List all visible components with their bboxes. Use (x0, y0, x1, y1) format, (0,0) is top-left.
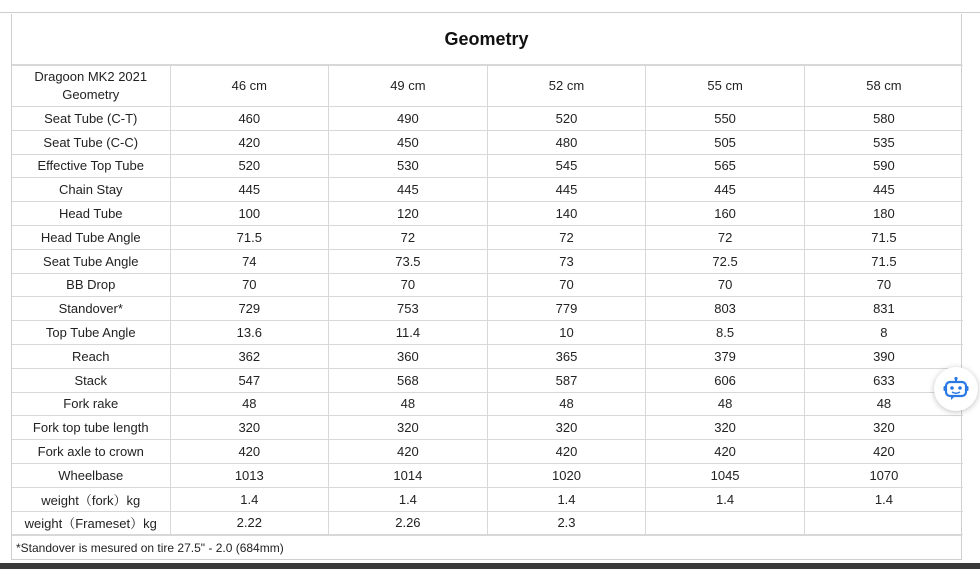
row-label: Standover* (12, 297, 170, 321)
table-cell: 74 (170, 249, 329, 273)
table-cell: 320 (329, 416, 488, 440)
table-row (12, 344, 963, 368)
table-row (12, 416, 963, 440)
row-label: Stack (12, 368, 170, 392)
table-row (12, 440, 963, 464)
table-cell: 633 (804, 368, 963, 392)
table-cell: 365 (487, 344, 646, 368)
table-cell: 445 (170, 178, 329, 202)
table-cell: 360 (329, 344, 488, 368)
table-cell: 606 (646, 368, 805, 392)
table-cell: 48 (487, 392, 646, 416)
table-cell: 460 (170, 107, 329, 131)
table-cell: 550 (646, 107, 805, 131)
table-cell: 420 (487, 440, 646, 464)
table-cell: 71.5 (170, 225, 329, 249)
table-cell: 535 (804, 130, 963, 154)
row-label: weight（Frameset）kg (12, 511, 170, 535)
table-row (12, 178, 963, 202)
table-cell: 1.4 (804, 487, 963, 511)
table-cell: 1.4 (646, 487, 805, 511)
row-label: Fork top tube length (12, 416, 170, 440)
table-cell: 320 (804, 416, 963, 440)
table-cell: 48 (170, 392, 329, 416)
table-cell: 72 (487, 225, 646, 249)
table-cell: 72 (646, 225, 805, 249)
table-cell: 1013 (170, 463, 329, 487)
table-cell: 8.5 (646, 321, 805, 345)
table-cell: 545 (487, 154, 646, 178)
header-size: 49 cm (329, 66, 488, 107)
table-cell: 1.4 (170, 487, 329, 511)
table-cell: 320 (487, 416, 646, 440)
table-cell: 70 (804, 273, 963, 297)
bottom-bar (0, 563, 980, 569)
table-cell: 11.4 (329, 321, 488, 345)
row-label: Seat Tube Angle (12, 249, 170, 273)
table-title: Geometry (12, 14, 961, 65)
table-cell: 420 (329, 440, 488, 464)
table-cell: 48 (329, 392, 488, 416)
table-cell (646, 511, 805, 535)
table-cell: 10 (487, 321, 646, 345)
chatbot-button[interactable] (934, 367, 978, 411)
table-row (12, 297, 963, 321)
table-cell: 72.5 (646, 249, 805, 273)
table-row (12, 511, 963, 535)
table-cell: 70 (646, 273, 805, 297)
table-row (12, 487, 963, 511)
table-cell: 160 (646, 202, 805, 226)
table-cell: 729 (170, 297, 329, 321)
table-row (12, 392, 963, 416)
header-size: 52 cm (487, 66, 646, 107)
table-cell: 320 (170, 416, 329, 440)
top-divider (0, 12, 980, 13)
table-cell: 547 (170, 368, 329, 392)
table-cell: 48 (804, 392, 963, 416)
table-cell: 420 (804, 440, 963, 464)
table-cell: 530 (329, 154, 488, 178)
table-cell: 71.5 (804, 225, 963, 249)
table-cell: 565 (646, 154, 805, 178)
table-cell: 48 (646, 392, 805, 416)
table-cell: 520 (170, 154, 329, 178)
table-cell: 72 (329, 225, 488, 249)
table-cell: 1014 (329, 463, 488, 487)
table-cell: 362 (170, 344, 329, 368)
table-cell: 2.26 (329, 511, 488, 535)
header-label: Dragoon MK2 2021 Geometry (12, 66, 170, 107)
table-cell: 70 (329, 273, 488, 297)
table-cell: 490 (329, 107, 488, 131)
table-cell: 420 (170, 130, 329, 154)
table-row (12, 368, 963, 392)
row-label: Reach (12, 344, 170, 368)
table-cell: 753 (329, 297, 488, 321)
table-cell: 803 (646, 297, 805, 321)
table-cell: 100 (170, 202, 329, 226)
table-cell: 73 (487, 249, 646, 273)
table-row (12, 273, 963, 297)
table-row (12, 321, 963, 345)
table-cell: 587 (487, 368, 646, 392)
table-cell: 70 (487, 273, 646, 297)
table-cell: 1.4 (487, 487, 646, 511)
header-row (12, 66, 963, 107)
table-cell: 568 (329, 368, 488, 392)
table-cell: 13.6 (170, 321, 329, 345)
table-row (12, 107, 963, 131)
row-label: Wheelbase (12, 463, 170, 487)
table-cell: 1.4 (329, 487, 488, 511)
table-cell: 450 (329, 130, 488, 154)
table-cell: 445 (487, 178, 646, 202)
row-label: Head Tube Angle (12, 225, 170, 249)
table-cell: 320 (646, 416, 805, 440)
row-label: Chain Stay (12, 178, 170, 202)
table-cell: 779 (487, 297, 646, 321)
table-cell: 71.5 (804, 249, 963, 273)
row-label: weight（fork）kg (12, 487, 170, 511)
table-cell: 420 (646, 440, 805, 464)
table-cell: 379 (646, 344, 805, 368)
table-cell: 390 (804, 344, 963, 368)
row-label: Top Tube Angle (12, 321, 170, 345)
table-cell: 180 (804, 202, 963, 226)
table-cell: 1070 (804, 463, 963, 487)
table-cell: 445 (646, 178, 805, 202)
table-cell: 70 (170, 273, 329, 297)
table-row (12, 202, 963, 226)
row-label: Fork axle to crown (12, 440, 170, 464)
standover-footnote: *Standover is mesured on tire 27.5" - 2.0 (684mm) (12, 535, 961, 559)
table-cell: 445 (804, 178, 963, 202)
table-cell: 73.5 (329, 249, 488, 273)
table-row (12, 154, 963, 178)
table-cell: 8 (804, 321, 963, 345)
row-label: Seat Tube (C-C) (12, 130, 170, 154)
table-cell: 590 (804, 154, 963, 178)
table-row (12, 463, 963, 487)
table-cell: 520 (487, 107, 646, 131)
table-cell: 1045 (646, 463, 805, 487)
table-row (12, 249, 963, 273)
table-cell: 1020 (487, 463, 646, 487)
geometry-table (12, 65, 963, 535)
row-label: Fork rake (12, 392, 170, 416)
row-label: Effective Top Tube (12, 154, 170, 178)
table-cell: 2.3 (487, 511, 646, 535)
header-size: 46 cm (170, 66, 329, 107)
table-cell: 2.22 (170, 511, 329, 535)
geometry-table-container (11, 14, 962, 560)
table-cell: 831 (804, 297, 963, 321)
table-row (12, 225, 963, 249)
table-cell: 445 (329, 178, 488, 202)
table-cell: 420 (170, 440, 329, 464)
table-row (12, 130, 963, 154)
header-size: 55 cm (646, 66, 805, 107)
table-cell: 120 (329, 202, 488, 226)
table-cell: 140 (487, 202, 646, 226)
header-size: 58 cm (804, 66, 963, 107)
table-cell: 505 (646, 130, 805, 154)
table-cell: 480 (487, 130, 646, 154)
row-label: Seat Tube (C-T) (12, 107, 170, 131)
table-cell: 580 (804, 107, 963, 131)
row-label: BB Drop (12, 273, 170, 297)
chatbot-icon (943, 376, 969, 402)
table-cell (804, 511, 963, 535)
row-label: Head Tube (12, 202, 170, 226)
